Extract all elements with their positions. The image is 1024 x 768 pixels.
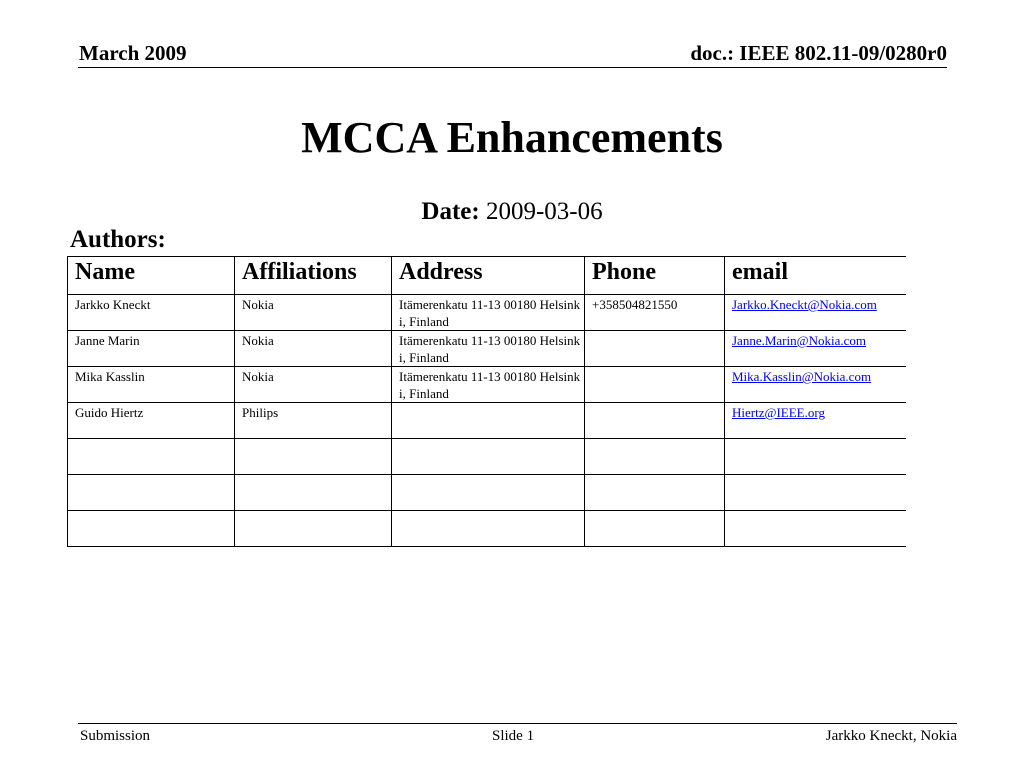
table-row — [68, 511, 906, 547]
cell-email — [725, 511, 906, 547]
email-link[interactable]: Janne.Marin@Nokia.com — [732, 333, 866, 348]
cell-affiliation: Nokia — [235, 295, 392, 331]
cell-email — [725, 331, 906, 367]
cell-name — [68, 475, 235, 511]
table-row — [68, 295, 906, 331]
header-date: March 2009 — [79, 41, 187, 65]
table-row — [68, 439, 906, 475]
cell-affiliation — [235, 511, 392, 547]
footer-author: Jarkko Kneckt, Nokia — [825, 728, 957, 744]
cell-affiliation — [235, 475, 392, 511]
table-row — [68, 331, 906, 367]
cell-email — [725, 439, 906, 475]
slide-title: MCCA Enhancements — [301, 113, 723, 162]
cell-phone — [585, 475, 725, 511]
email-link[interactable]: Hiertz@IEEE.org — [732, 405, 825, 420]
authors-label: Authors: — [70, 226, 166, 253]
cell-name: Mika Kasslin — [68, 367, 235, 403]
cell-phone — [585, 439, 725, 475]
cell-address — [392, 439, 585, 475]
cell-address: Itämerenkatu 11-13 00180 Helsinki, Finland — [392, 367, 585, 403]
email-link[interactable]: Jarkko.Kneckt@Nokia.com — [732, 297, 877, 312]
table-header-row — [68, 257, 906, 295]
footer-rule — [78, 723, 957, 724]
header-rule — [78, 67, 947, 68]
cell-email — [725, 403, 906, 439]
column-header-address: Address — [392, 257, 585, 295]
date-label: Date: — [421, 198, 480, 225]
cell-name: Janne Marin — [68, 331, 235, 367]
cell-address: Itämerenkatu 11-13 00180 Helsinki, Finland — [392, 331, 585, 367]
footer-submission: Submission — [80, 728, 151, 744]
date-line — [0, 198, 1024, 226]
email-link[interactable]: Mika.Kasslin@Nokia.com — [732, 369, 872, 384]
cell-name — [68, 439, 235, 475]
column-header-phone: Phone — [585, 257, 725, 295]
cell-phone — [585, 367, 725, 403]
cell-phone: +358504821550 — [585, 295, 725, 331]
cell-phone — [585, 511, 725, 547]
cell-name — [68, 511, 235, 547]
cell-name: Guido Hiertz — [68, 403, 235, 439]
cell-affiliation — [235, 439, 392, 475]
cell-address: Itämerenkatu 11-13 00180 Helsinki, Finland — [392, 295, 585, 331]
cell-address — [392, 511, 585, 547]
authors-table — [67, 256, 906, 547]
header-doc-id: doc.: IEEE 802.11-09/0280r0 — [690, 41, 947, 65]
cell-email — [725, 367, 906, 403]
cell-address — [392, 403, 585, 439]
column-header-name: Name — [68, 257, 235, 295]
footer-slide-number: Slide 1 — [492, 728, 535, 744]
cell-name: Jarkko Kneckt — [68, 295, 235, 331]
table-row — [68, 403, 906, 439]
cell-email — [725, 475, 906, 511]
table-row — [68, 475, 906, 511]
cell-phone — [585, 331, 725, 367]
column-header-email: email — [725, 257, 906, 295]
cell-phone — [585, 403, 725, 439]
date-value: 2009-03-06 — [479, 198, 603, 225]
cell-affiliation: Nokia — [235, 367, 392, 403]
table-row — [68, 367, 906, 403]
cell-affiliation: Philips — [235, 403, 392, 439]
column-header-affiliations: Affiliations — [235, 257, 392, 295]
cell-address — [392, 475, 585, 511]
cell-email — [725, 295, 906, 331]
cell-affiliation: Nokia — [235, 331, 392, 367]
